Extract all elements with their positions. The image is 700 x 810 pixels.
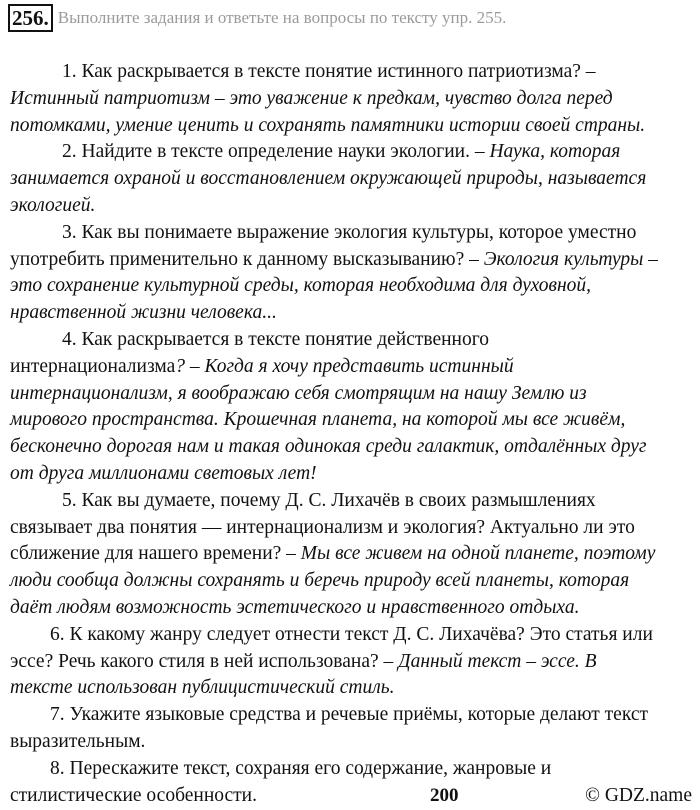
question-text: эссе? Речь какого стиля в ней использована? – <box>10 650 399 672</box>
text-line <box>10 434 700 461</box>
answer-text: потомками, умение ценить и сохранять памятники истории своей страны. <box>10 114 646 136</box>
question-text: 7. Укажите языковые средства и речевые приёмы, которые делают текст <box>50 704 648 726</box>
exercise-header <box>8 4 506 32</box>
text-line <box>10 300 700 327</box>
watermark: © GDZ.name <box>585 785 692 806</box>
text-line <box>10 407 700 434</box>
text-line <box>10 461 700 488</box>
text-line <box>10 86 700 113</box>
text-line <box>10 273 700 300</box>
answer-text: бесконечно дорогая нам и такая одинокая среди галактик, отдалённых друг <box>10 436 647 458</box>
text-line <box>10 702 700 729</box>
text-line <box>10 649 700 676</box>
answer-text: занимается охраной и восстановлением окружающей природы, называется <box>10 168 647 190</box>
text-line <box>10 756 700 783</box>
answer-text: это сохранение культурной среды, которая необходима для духовной, <box>10 275 592 297</box>
answer-text: даёт людям возможность эстетического и нравственного отдыха. <box>10 596 580 618</box>
text-line <box>10 354 700 381</box>
exercise-task: Выполните задания и ответьте на вопросы по тексту упр. 255. <box>57 8 507 27</box>
question-text: 2. Найдите в тексте определение науки экологии. – <box>62 141 490 163</box>
text-line <box>10 220 700 247</box>
answer-text: Данный текст – эссе. В <box>398 650 597 672</box>
answer-text: Истинный патриотизм – это уважение к предкам, чувство долга перед <box>10 87 613 109</box>
text-line <box>10 595 700 622</box>
question-text: 5. Как вы думаете, почему Д. С. Лихачёв в своих размышлениях <box>62 489 596 511</box>
text-line <box>10 139 700 166</box>
answer-text: ? – Когда я хочу представить истинный <box>175 355 514 377</box>
answer-text: Экология культуры – <box>483 248 658 270</box>
answer-text: мирового пространства. Крошечная планета, на которой мы все живём, <box>10 409 626 431</box>
question-text: 4. Как раскрывается в тексте понятие действенного <box>62 328 490 350</box>
answer-text: люди сообща должны сохранять и беречь природу всей планеты, которая <box>10 570 630 592</box>
text-line <box>10 488 700 515</box>
exercise-number: 256. <box>8 4 53 32</box>
question-text: 6. К какому жанру следует отнести текст Д. С. Лихачёва? Это статья или <box>50 623 653 645</box>
text-line <box>10 568 700 595</box>
text-line <box>10 193 700 220</box>
question-text: сближение для нашего времени? – <box>10 543 301 565</box>
text-line <box>10 327 700 354</box>
question-text: употребить применительно к данному высказыванию? – <box>10 248 484 270</box>
question-text: 8. Перескажите текст, сохраняя его содержание, жанровые и <box>50 757 552 779</box>
text-line <box>10 381 700 408</box>
answer-text: нравственной жизни человека... <box>10 302 277 324</box>
text-line <box>10 59 700 86</box>
text-line <box>10 675 700 702</box>
question-text: интернационализма <box>10 355 176 377</box>
text-line <box>10 166 700 193</box>
text-line <box>10 622 700 649</box>
text-line <box>10 515 700 542</box>
answer-text: тексте использован публицистический стиль. <box>10 677 395 699</box>
text-line <box>10 541 700 568</box>
question-text: связывает два понятия — интернационализм и экология? Актуально ли это <box>10 516 635 538</box>
answer-text: интернационализм, я воображаю себя смотрящим на нашу Землю из <box>10 382 587 404</box>
question-text: выразительным. <box>10 730 146 752</box>
question-text: стилистические особенности. <box>10 784 257 806</box>
exercise-body <box>10 59 700 809</box>
answer-text: от друга миллионами световых лет! <box>10 462 317 484</box>
answer-text: экологией. <box>10 194 96 216</box>
answer-text: Наука, которая <box>489 141 621 163</box>
question-text: 1. Как раскрывается в тексте понятие истинного патриотизма? – <box>62 61 596 82</box>
text-line <box>10 729 700 756</box>
question-text: 3. Как вы понимаете выражение экология культуры, которое уместно <box>62 221 637 243</box>
page-number: 200 <box>430 785 459 806</box>
answer-text: Мы все живем на одной планете, поэтому <box>300 543 656 565</box>
text-line <box>10 247 700 274</box>
text-line <box>10 113 700 140</box>
